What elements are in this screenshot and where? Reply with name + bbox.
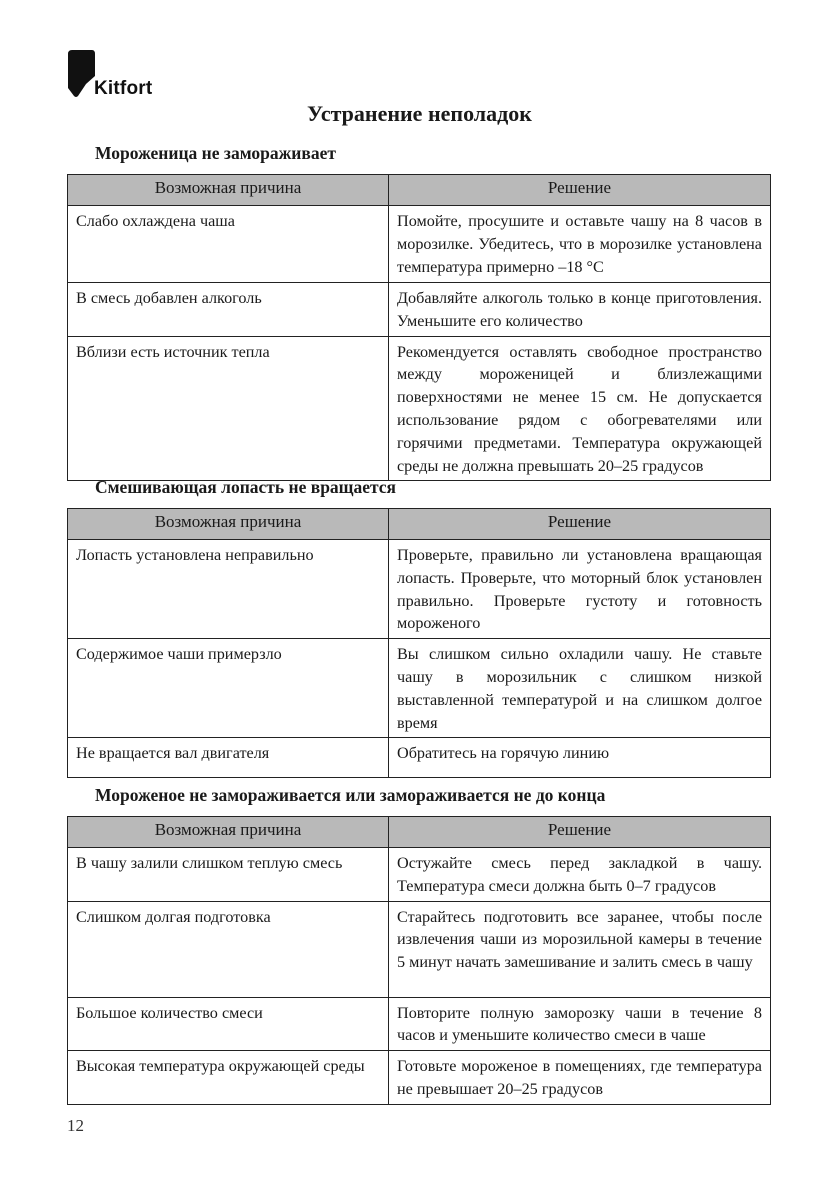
- solution-cell: Повторите полную заморозку чаши в течение 8 часов и уменьшите количество смеси в чаше: [389, 997, 771, 1051]
- table-row: [68, 540, 771, 639]
- solution-cell: Проверьте, правильно ли установлена вращающая лопасть. Проверьте, что моторный блок установлен правильно. Проверьте густоту и готовность мороженого: [389, 540, 771, 639]
- table-row: [68, 1051, 771, 1105]
- kitfort-logo: [66, 50, 166, 100]
- table-row: [68, 283, 771, 337]
- table-row: [68, 901, 771, 997]
- solution-cell: Вы слишком сильно охладили чашу. Не ставьте чашу в морозильник с слишком низкой выставленной температурой и на слишком долгое время: [389, 639, 771, 738]
- cause-cell: Слишком долгая подготовка: [68, 901, 389, 997]
- cause-cell: Слабо охлаждена чаша: [68, 206, 389, 283]
- solution-cell: Рекомендуется оставлять свободное пространство между мороженицей и близлежащими поверхностями не менее 15 см. Не допускается использование рядом с обогревателями или горячими предметами. Температура окружающей среды не должна превышать 20–25 градусов: [389, 336, 771, 481]
- cause-cell: Лопасть установлена неправильно: [68, 540, 389, 639]
- troubleshooting-table: [67, 508, 771, 778]
- table-row: [68, 848, 771, 902]
- cause-cell: Большое количество смеси: [68, 997, 389, 1051]
- cause-cell: В смесь добавлен алкоголь: [68, 283, 389, 337]
- page-number: 12: [67, 1116, 84, 1135]
- solution-cell: Добавляйте алкоголь только в конце приготовления. Уменьшите его количество: [389, 283, 771, 337]
- solution-cell: Готовьте мороженое в помещениях, где температура не превышает 20–25 градусов: [389, 1051, 771, 1105]
- section-title: Мороженое не замораживается или замораживается не до конца: [95, 785, 606, 805]
- troubleshooting-table: [67, 816, 771, 1105]
- column-header-cause: Возможная причина: [68, 175, 389, 206]
- solution-cell: Обратитесь на горячую линию: [389, 738, 771, 778]
- brand-name: Kitfort: [94, 78, 153, 99]
- section-title: Смешивающая лопасть не вращается: [95, 477, 397, 497]
- kitfort-logo-icon: [66, 50, 96, 100]
- troubleshooting-table: [67, 174, 771, 481]
- column-header-cause: Возможная причина: [68, 817, 389, 848]
- column-header-solution: Решение: [389, 175, 771, 206]
- table-row: [68, 336, 771, 481]
- page-title: Устранение неполадок: [307, 101, 532, 126]
- table-header-row: [68, 817, 771, 848]
- table-header-row: [68, 175, 771, 206]
- cause-cell: Не вращается вал двигателя: [68, 738, 389, 778]
- table-row: [68, 639, 771, 738]
- cause-cell: Высокая температура окружающей среды: [68, 1051, 389, 1105]
- table-row: [68, 738, 771, 778]
- column-header-cause: Возможная причина: [68, 509, 389, 540]
- section-title: Мороженица не замораживает: [95, 143, 336, 163]
- table-header-row: [68, 509, 771, 540]
- solution-cell: Старайтесь подготовить все заранее, чтобы после извлечения чаши из морозильной камеры в течение 5 минут начать замешивание и залить смесь в чашу: [389, 901, 771, 997]
- solution-cell: Остужайте смесь перед закладкой в чашу. Температура смеси должна быть 0–7 градусов: [389, 848, 771, 902]
- cause-cell: В чашу залили слишком теплую смесь: [68, 848, 389, 902]
- cause-cell: Вблизи есть источник тепла: [68, 336, 389, 481]
- column-header-solution: Решение: [389, 817, 771, 848]
- column-header-solution: Решение: [389, 509, 771, 540]
- table-row: [68, 997, 771, 1051]
- cause-cell: Содержимое чаши примерзло: [68, 639, 389, 738]
- table-row: [68, 206, 771, 283]
- solution-cell: Помойте, просушите и оставьте чашу на 8 часов в морозилке. Убедитесь, что в морозилке установлена температура примерно –18 °C: [389, 206, 771, 283]
